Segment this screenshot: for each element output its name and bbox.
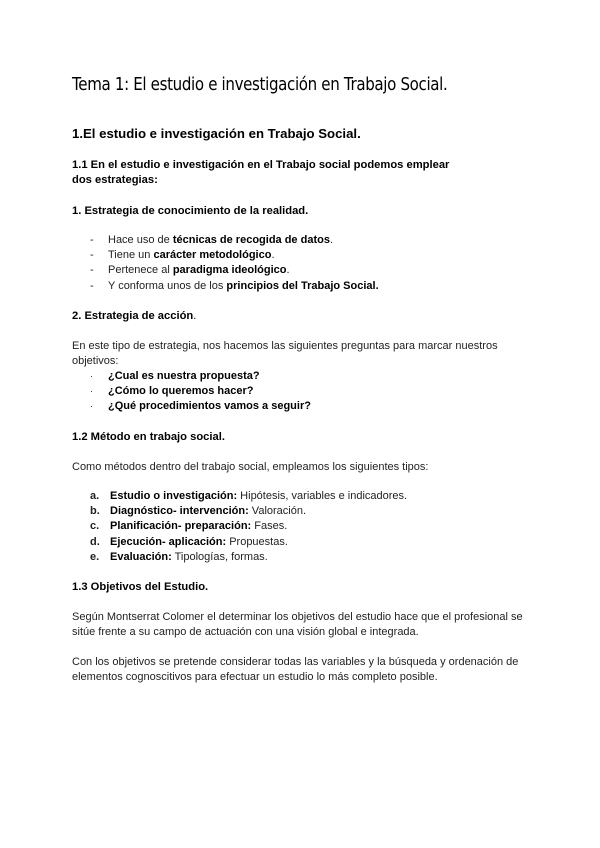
strategy-1-heading: 1. Estrategia de conocimiento de la realidad. — [72, 205, 309, 217]
subsection-heading-1-1: 1.1 En el estudio e investigación en el Trabajo social podemos emplear dos estrategias: — [72, 159, 450, 186]
strategy-2-heading: 2. Estrategia de acción. — [72, 310, 197, 322]
list-item: - Hace uso de técnicas de recogida de datos. — [90, 234, 334, 246]
strategy-2-questions — [90, 369, 311, 415]
methods-intro: Como métodos dentro del trabajo social, empleamos los siguientes tipos: — [72, 461, 429, 473]
section-heading-1: 1.El estudio e investigación en Trabajo Social. — [72, 126, 361, 141]
list-item: b. Diagnóstico- intervención: Valoración. — [90, 505, 307, 518]
methods-list — [90, 489, 407, 565]
strategy-2-intro: En este tipo de estrategia, nos hacemos las siguientes preguntas para marcar nuestros objetivos: — [72, 340, 498, 368]
list-item: - Tiene un carácter metodológico. — [90, 249, 275, 262]
list-item: a. Estudio o investigación: Hipótesis, variables e indicadores. — [90, 490, 408, 502]
section-heading-1-3: 1.3 Objetivos del Estudio. — [72, 581, 209, 593]
list-item: - Pertenece al paradigma ideológico. — [90, 264, 290, 277]
list-item: e. Evaluación: Tipologías, formas. — [90, 550, 268, 563]
page-title: Tema 1: El estudio e investigación en Trabajo Social. — [72, 75, 448, 95]
list-item: c. Planificación- preparación: Fases. — [90, 520, 288, 533]
list-item: · ¿Cual es nuestra propuesta? — [90, 370, 260, 382]
list-item: · ¿Qué procedimientos vamos a seguir? — [90, 400, 311, 413]
objectives-paragraph-1: Según Montserrat Colomer el determinar los objetivos del estudio hace que el profesional se sitúe frente a su campo de actuación con una visión global e integrada. — [72, 611, 523, 639]
list-item: - Y conforma unos de los principios del Trabajo Social. — [90, 279, 379, 292]
section-heading-1-2: 1.2 Método en trabajo social. — [72, 431, 225, 443]
list-item: d. Ejecución- aplicación: Propuestas. — [90, 535, 288, 548]
strategy-1-list — [90, 233, 379, 294]
objectives-paragraph-2: Con los objetivos se pretende considerar todas las variables y la búsqueda y ordenación de elementos cognoscitivos para efectuar un estudio lo más completo posible. — [72, 656, 519, 684]
list-item: · ¿Cómo lo queremos hacer? — [90, 385, 254, 398]
